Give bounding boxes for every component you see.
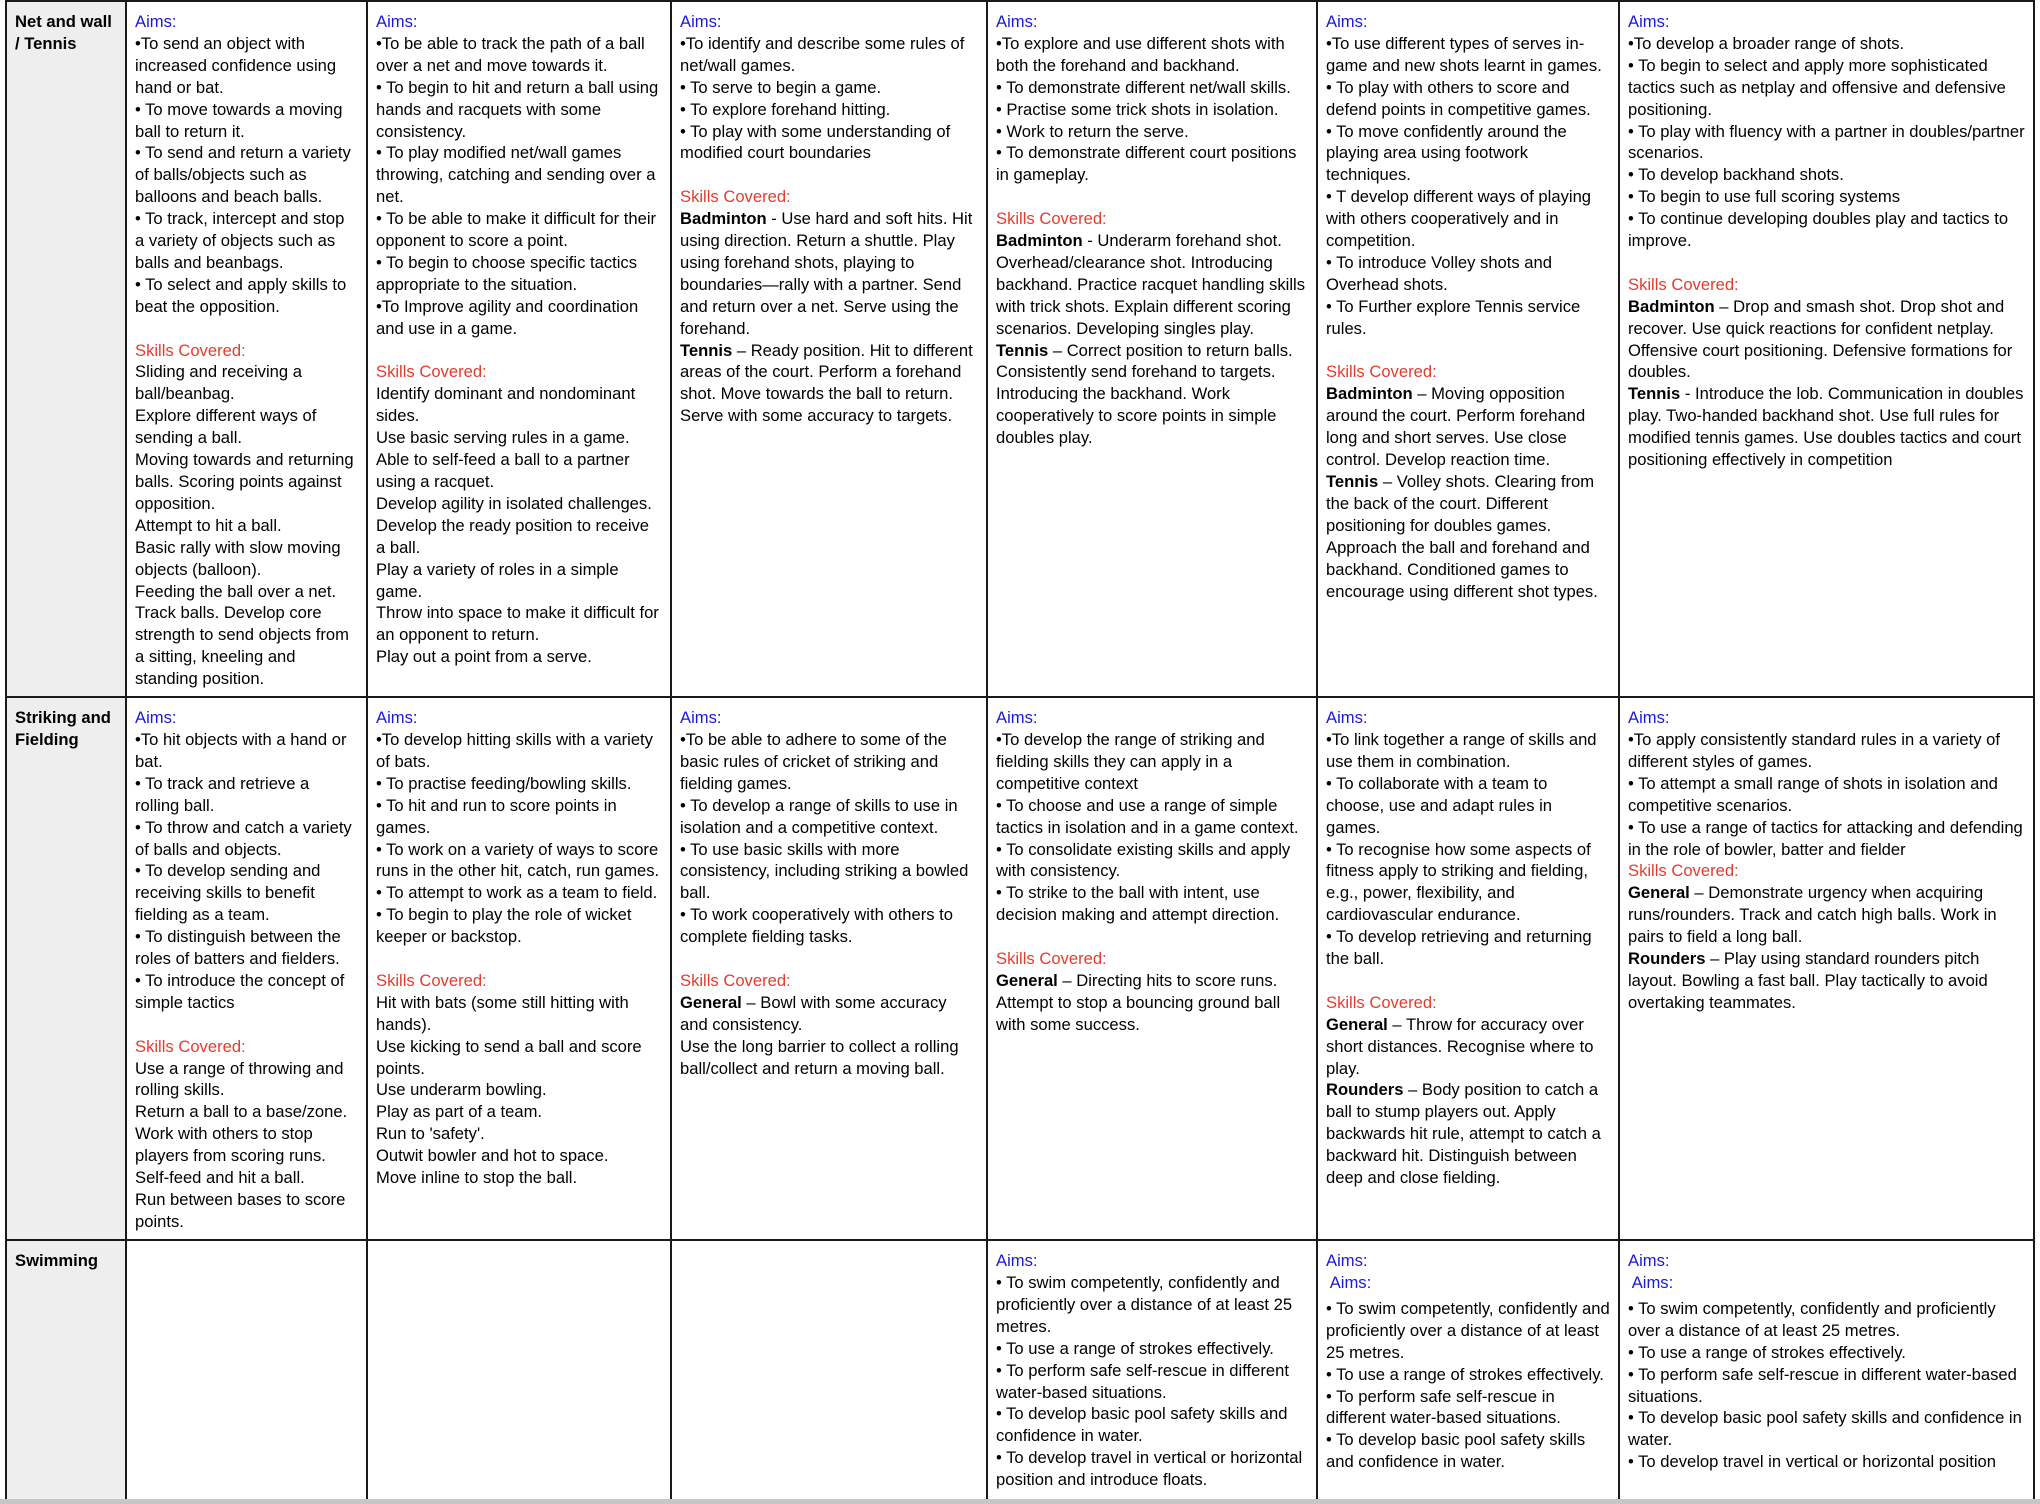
aim-item: •To be able to track the path of a ball over a net and move towards it. (376, 33, 645, 75)
aim-item: • To perform safe self-rescue in different water-based situations. (1628, 1364, 2017, 1406)
spacer (135, 1014, 358, 1036)
aim-item: •To hit objects with a hand or bat. (135, 729, 347, 771)
skill-paragraph (1326, 1079, 1610, 1189)
aims-label: Aims: (1628, 12, 1670, 31)
table-cell (1619, 1, 2034, 697)
aim-item: • To develop basic pool safety skills and confidence in water. (1326, 1430, 1586, 1472)
aim-item: • To develop basic pool safety skills and confidence in water. (996, 1404, 1288, 1446)
aim-item: • To begin to choose specific tactics appropriate to the situation. (376, 252, 638, 294)
table-cell (671, 697, 987, 1240)
skill-paragraph (680, 992, 978, 1036)
skill-text: – Play using standard rounders pitch layout. Bowling a fast ball. Play tactically to avoid overtaking teammates. (1628, 949, 1988, 1012)
aim-item: • To begin to hit and return a ball using hands and racquets with some consistency. (376, 77, 659, 141)
table-cell (1317, 1, 1619, 697)
aim-item: •To use different types of serves in-game and new shots learnt in games. (1326, 33, 1602, 75)
aim-item: • To develop backhand shots. (1628, 165, 1844, 185)
aim-item: • To perform safe self-rescue in different water-based situations. (1326, 1386, 1561, 1428)
aim-item: • To develop basic pool safety skills and confidence in water. (1628, 1408, 2022, 1450)
aim-item: • To play with some understanding of modified court boundaries (680, 121, 951, 163)
aims-label: Aims: (680, 708, 722, 728)
aim-item: • To track and retrieve a rolling ball. (135, 773, 310, 815)
aim-item: • To practise feeding/bowling skills. (376, 773, 632, 793)
skill-item: Play out a point from a serve. (376, 647, 592, 667)
skill-item: Self-feed and hit a ball. (135, 1168, 305, 1188)
sport-name: General (1326, 1014, 1388, 1034)
aims-label: Aims: (1628, 1272, 1674, 1292)
skills-covered-label: Skills Covered: (680, 970, 791, 990)
aim-item: •To develop a broader range of shots. (1628, 33, 1905, 53)
skill-item: Identify dominant and nondominant sides. (376, 384, 636, 426)
sport-name: Tennis (996, 340, 1049, 360)
table-row (6, 1, 2034, 697)
skill-item: Use basic serving rules in a game. (376, 428, 630, 448)
skill-item: Attempt to hit a ball. (135, 515, 282, 535)
aim-item: • To use basic skills with more consistency, including striking a bowled ball. (680, 839, 969, 903)
aim-item: • To attempt to work as a team to field. (376, 883, 658, 903)
skills-covered-label: Skills Covered: (376, 970, 487, 990)
skill-item: Play a variety of roles in a simple game. (376, 559, 619, 601)
sport-name: General (1628, 883, 1690, 903)
aim-item: • To begin to select and apply more sophisticated tactics such as netplay and offensive and defensive positioning. (1628, 55, 2006, 119)
skills-covered-label: Skills Covered: (376, 362, 487, 382)
aim-item: • To play with others to score and defend points in competitive games. (1326, 77, 1591, 119)
skill-item: Explore different ways of sending a ball. (135, 406, 317, 448)
skill-text: – Demonstrate urgency when acquiring runs/rounders. Track and catch high balls. Work in pairs to field a long ball. (1628, 883, 1997, 947)
skill-item: Use a range of throwing and rolling skills. (135, 1058, 344, 1100)
table-cell (126, 1, 367, 697)
aim-item: •To be able to adhere to some of the basic rules of cricket of striking and fielding games. (680, 729, 947, 793)
aim-item: • To play with fluency with a partner in doubles/partner scenarios. (1628, 121, 2025, 163)
skill-item: Able to self-feed a ball to a partner using a racquet. (376, 450, 630, 492)
skill-paragraph (1326, 471, 1610, 602)
aim-item: • To introduce Volley shots and Overhead shots. (1326, 252, 1552, 294)
skill-item: Basic rally with slow moving objects (balloon). (135, 537, 341, 579)
sport-name: Badminton (680, 209, 767, 229)
sport-name: Tennis (1326, 472, 1379, 492)
aims-label: Aims: (996, 708, 1038, 728)
skill-item: Use kicking to send a ball and score points. (376, 1036, 642, 1078)
spacer (376, 340, 662, 362)
aims-label: Aims: (1326, 12, 1368, 31)
aim-item: • To develop a range of skills to use in isolation and a competitive context. (680, 795, 958, 837)
aim-item: • To develop retrieving and returning the ball. (1326, 927, 1592, 969)
aim-item: • To work on a variety of ways to score runs in the other hit, catch, run games. (376, 839, 660, 881)
aim-item: • To perform safe self-rescue in different water-based situations. (996, 1360, 1289, 1402)
table-cell (1317, 1240, 1619, 1501)
aims-label: Aims: (996, 12, 1038, 31)
aim-item: • To collaborate with a team to choose, use and adapt rules in games. (1326, 773, 1553, 837)
aim-item: • To develop travel in vertical or horizontal position (1628, 1452, 1996, 1472)
aim-item: • To explore forehand hitting. (680, 99, 891, 119)
skill-text: – Directing hits to score runs. Attempt to stop a bouncing ground ball with some success. (996, 970, 1281, 1034)
aim-item: •To identify and describe some rules of net/wall games. (680, 33, 965, 75)
skill-text: – Body position to catch a ball to stump players out. Apply backwards hit rule, attempt to catch a backward hit. Distinguish between deep and close fielding. (1326, 1080, 1601, 1188)
aims-label: Aims: (996, 1251, 1038, 1271)
skill-paragraph (1628, 296, 2025, 384)
spacer (1628, 252, 2025, 274)
skill-paragraph (680, 340, 978, 428)
aim-item: • To select and apply skills to beat the opposition. (135, 274, 347, 316)
skill-item: Throw into space to make it difficult for an opponent to return. (376, 603, 659, 645)
aim-item: • To use a range of tactics for attacking and defending in the role of bowler, batter and fielder (1628, 817, 2023, 859)
skill-text: – Ready position. Hit to different areas of the court. Perform a forehand shot. Move towards the ball to return. Serve with some accuracy to targets. (680, 340, 973, 426)
skill-paragraph (996, 340, 1308, 450)
skill-text: - Underarm forehand shot. Overhead/clearance shot. Introducing backhand. Practice racquet handling skills with trick shots. Explain different scoring scenarios. Developing singles play. (996, 231, 1306, 338)
skill-text: - Use hard and soft hits. Hit using direction. Return a shuttle. Play using forehand shots, playing to boundaries—rally with a partner. Send and return over a net. Serve using the forehand. (680, 209, 973, 338)
skills-covered-label: Skills Covered: (135, 1036, 246, 1056)
aim-item: • To Further explore Tennis service rules. (1326, 296, 1581, 338)
aims-label: Aims: (376, 12, 418, 31)
aim-item: • Practise some trick shots in isolation. (996, 99, 1279, 119)
curriculum-table-body (6, 1, 2034, 1501)
aim-item: • To swim competently, confidently and proficiently over a distance of at least 25 metres. (1326, 1298, 1610, 1362)
aim-item: • To recognise how some aspects of fitness apply to striking and fielding, e.g., power, flexibility, and cardiovascular endurance. (1326, 839, 1591, 925)
row-heading: Striking and Fielding (6, 697, 126, 1240)
sport-name: Rounders (1326, 1080, 1404, 1100)
sport-name: Badminton (1326, 384, 1413, 404)
skill-item: Hit with bats (some still hitting with hands). (376, 992, 629, 1034)
aims-label: Aims: (680, 12, 722, 31)
spacer (376, 948, 662, 970)
sport-name: General (996, 970, 1058, 990)
aim-item: •To link together a range of skills and use them in combination. (1326, 729, 1597, 771)
skills-covered-label: Skills Covered: (135, 340, 246, 360)
aim-item: • To play modified net/wall games throwing, catching and sending over a net. (376, 143, 656, 207)
skill-text: - Introduce the lob. Communication in doubles play. Two-handed backhand shot. Use full rules for modified tennis games. Use doubles tactics and court positioning effectively in competition (1628, 384, 2024, 470)
aim-item: • To track, intercept and stop a variety of objects such as balls and beanbags. (135, 209, 345, 272)
skill-item: Sliding and receiving a ball/beanbag. (135, 362, 302, 404)
aim-item: • To choose and use a range of simple tactics in isolation and in a game context. (996, 795, 1299, 837)
skills-covered-label: Skills Covered: (996, 209, 1107, 229)
aim-item: • To begin to use full scoring systems (1628, 187, 1901, 207)
sport-name: General (680, 992, 742, 1012)
aim-item: • To swim competently, confidently and proficiently over a distance of at least 25 metres. (1628, 1298, 1996, 1340)
sport-name: Badminton (996, 231, 1083, 251)
aim-item: • To send and return a variety of balls/objects such as balloons and beach balls. (135, 143, 351, 207)
aim-item: • To use a range of strokes effectively. (1326, 1364, 1604, 1384)
table-cell (1619, 697, 2034, 1240)
sport-name: Rounders (1628, 949, 1706, 969)
aim-item: • To develop sending and receiving skills to benefit fielding as a team. (135, 861, 321, 925)
skill-text: Use the long barrier to collect a rolling ball/collect and return a moving ball. (680, 1036, 959, 1078)
table-cell (987, 1240, 1317, 1501)
page-bottom-rule (0, 1499, 2040, 1504)
table-row (6, 1240, 2034, 1501)
aim-item: •To develop the range of striking and fielding skills they can apply in a competitive context (996, 729, 1265, 793)
spacer (680, 164, 978, 186)
skill-text: – Throw for accuracy over short distances. Recognise where to play. (1326, 1014, 1594, 1078)
aim-item: • To distinguish between the roles of batters and fielders. (135, 927, 341, 969)
table-cell (126, 697, 367, 1240)
aims-label: Aims: (1628, 708, 1670, 728)
skill-item: Feeding the ball over a net. (135, 581, 337, 601)
table-cell (987, 697, 1317, 1240)
spacer (996, 926, 1308, 948)
spacer (135, 318, 358, 340)
aim-item: •To develop hitting skills with a variety of bats. (376, 729, 653, 771)
aim-item: • To begin to play the role of wicket keeper or backstop. (376, 905, 632, 947)
skill-paragraph (1628, 383, 2025, 471)
spacer (1326, 340, 1610, 362)
skill-paragraph (680, 208, 978, 339)
skills-covered-label: Skills Covered: (1326, 992, 1437, 1012)
skill-item: Run to 'safety'. (376, 1124, 485, 1144)
row-heading: Net and wall / Tennis (6, 1, 126, 697)
table-cell (367, 697, 671, 1240)
spacer (680, 948, 978, 970)
aim-item: • To demonstrate different court positions in gameplay. (996, 143, 1297, 185)
aim-item: • To move towards a moving ball to return it. (135, 99, 343, 141)
table-row (6, 697, 2034, 1240)
skill-item: Run between bases to score points. (135, 1190, 346, 1231)
skill-paragraph (680, 1036, 978, 1080)
skills-covered-label: Skills Covered: (680, 187, 791, 207)
table-cell (987, 1, 1317, 697)
aim-item: •To send an object with increased confidence using hand or bat. (135, 33, 337, 97)
table-cell (1317, 697, 1619, 1240)
aims-label: Aims: (1326, 708, 1368, 728)
skill-text: – Bowl with some accuracy and consistency. (680, 992, 947, 1034)
skill-text: – Drop and smash shot. Drop shot and recover. Use quick reactions for confident netplay. Offensive court positioning. Defensive formations for doubles. (1628, 296, 2013, 382)
skill-item: Track balls. Develop core strength to send objects from a sitting, kneeling and standing position. (135, 603, 349, 689)
skill-paragraph (1326, 1014, 1610, 1080)
skill-item: Use underarm bowling. (376, 1080, 547, 1100)
aim-item: • To attempt a small range of shots in isolation and competitive scenarios. (1628, 773, 1998, 815)
aim-item: • To develop travel in vertical or horizontal position and introduce floats. (996, 1448, 1303, 1490)
sport-name: Tennis (680, 340, 733, 360)
sport-name: Badminton (1628, 296, 1715, 316)
aims-label: Aims: (1628, 1251, 1670, 1271)
skills-covered-label: Skills Covered: (1628, 274, 1739, 294)
aim-item: • To swim competently, confidently and proficiently over a distance of at least 25 metres. (996, 1272, 1293, 1336)
skill-text: – Moving opposition around the court. Perform forehand long and short serves. Use close control. Develop reaction time. (1326, 384, 1586, 470)
curriculum-table (5, 0, 2035, 1502)
aim-item: • To continue developing doubles play and tactics to improve. (1628, 209, 2009, 251)
skill-text: – Correct position to return balls. Consistently send forehand to targets. Introducing the backhand. Work cooperatively to score points in simple doubles play. (996, 340, 1293, 448)
aim-item: • T develop different ways of playing with others cooperatively and in competition. (1326, 187, 1592, 251)
table-cell (1619, 1240, 2034, 1501)
aim-item: • To demonstrate different net/wall skills. (996, 77, 1291, 97)
skill-item: Outwit bowler and hot to space. (376, 1146, 609, 1166)
spacer (996, 186, 1308, 208)
skill-paragraph (996, 230, 1308, 340)
aims-label: Aims: (135, 12, 177, 31)
aim-item: • To use a range of strokes effectively. (996, 1338, 1274, 1358)
aim-item: •To explore and use different shots with both the forehand and backhand. (996, 33, 1285, 75)
skill-item: Move inline to stop the ball. (376, 1168, 578, 1188)
aims-label: Aims: (376, 708, 418, 728)
aims-label: Aims: (135, 708, 177, 728)
aim-item: • To hit and run to score points in games. (376, 795, 617, 837)
skill-item: Develop the ready position to receive a ball. (376, 515, 650, 557)
aims-label: Aims: (1326, 1251, 1368, 1271)
skill-paragraph (996, 970, 1308, 1036)
skills-covered-label: Skills Covered: (1628, 861, 1739, 881)
aim-item: • To move confidently around the playing area using footwork techniques. (1326, 121, 1567, 185)
aim-item: • To be able to make it difficult for their opponent to score a point. (376, 209, 657, 251)
spacer (1326, 970, 1610, 992)
skill-item: Return a ball to a base/zone. (135, 1102, 348, 1122)
aim-item: • To strike to the ball with intent, use decision making and attempt direction. (996, 883, 1280, 925)
skills-covered-label: Skills Covered: (1326, 362, 1437, 382)
skill-paragraph (1628, 948, 2025, 1014)
aim-item: • To use a range of strokes effectively. (1628, 1342, 1906, 1362)
aim-item: • To introduce the concept of simple tactics (135, 970, 345, 1012)
aim-item: • Work to return the serve. (996, 121, 1189, 141)
aim-item: •To Improve agility and coordination and use in a game. (376, 296, 639, 338)
skill-item: Work with others to stop players from scoring runs. (135, 1124, 326, 1166)
aim-item: •To apply consistently standard rules in a variety of different styles of games. (1628, 729, 2000, 771)
aim-item: • To consolidate existing skills and apply with consistency. (996, 839, 1291, 881)
table-cell (671, 1, 987, 697)
aim-item: • To throw and catch a variety of balls and objects. (135, 817, 352, 859)
skill-item: Play as part of a team. (376, 1102, 543, 1122)
table-cell (367, 1, 671, 697)
skill-item: Moving towards and returning balls. Scoring points against opposition. (135, 450, 354, 513)
skill-paragraph (1326, 383, 1610, 471)
aim-item: • To work cooperatively with others to complete fielding tasks. (680, 905, 953, 947)
skill-paragraph (1628, 882, 2025, 948)
skill-text: – Volley shots. Clearing from the back of the court. Different positioning for doubles games. Approach the ball and forehand and backhand. Conditioned games to encourage using different shot types. (1326, 472, 1598, 601)
row-heading: Swimming (6, 1240, 126, 1501)
skill-item: Develop agility in isolated challenges. (376, 493, 652, 513)
empty-cell (126, 1240, 367, 1501)
empty-cell (671, 1240, 987, 1501)
empty-cell (367, 1240, 671, 1501)
sport-name: Tennis (1628, 384, 1681, 404)
aims-label: Aims: (1326, 1272, 1372, 1292)
skills-covered-label: Skills Covered: (996, 949, 1107, 969)
aim-item: • To serve to begin a game. (680, 77, 882, 97)
